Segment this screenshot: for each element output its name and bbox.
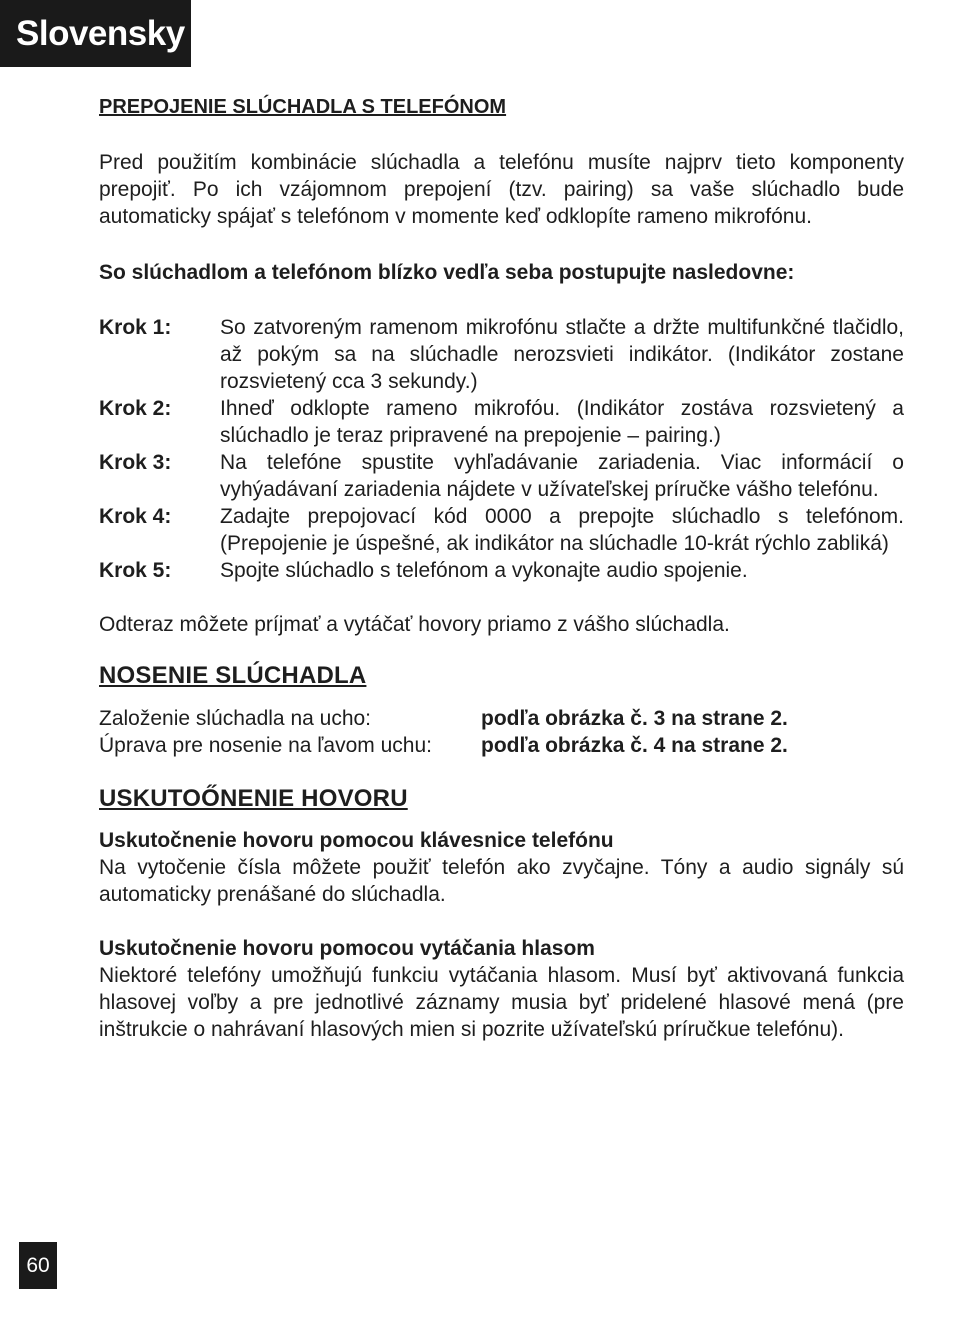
step-text: Zadajte prepojovací kód 0000 a prepojte slúchadlo s telefónom. (Prepojenie je úspešné, ak indikátor na slúchadle 10-krát rýchlo zabliká): [220, 505, 904, 555]
wearing-row: [99, 705, 904, 732]
pairing-outro: Odteraz môžete príjmať a vytáčať hovory priamo z vášho slúchadla.: [99, 613, 730, 636]
step-label: Krok 1:: [99, 316, 172, 339]
wearing-row: [99, 732, 904, 759]
step-label: Krok 5:: [99, 559, 172, 582]
step-text: Ihneď odklopte rameno mikrofóu. (Indikátor zostáva rozsvietený a slúchadlo je teraz pripravené na prepojenie – pairing.): [220, 397, 904, 447]
calling-sub2-title: Uskutočnenie hovoru pomocou vytáčania hlasom: [99, 937, 595, 960]
step-item: [99, 557, 904, 584]
wearing-table: [99, 705, 904, 759]
wearing-label: Založenie slúchadla na ucho:: [99, 707, 372, 730]
step-item: [99, 503, 904, 557]
step-text: Na telefóne spustite vyhľadávanie zariadenia. Viac informácií o vyhýadávaní zariadenia nájdete v užívateľskej príručke vášho telefónu.: [220, 451, 904, 501]
step-label: Krok 2:: [99, 397, 172, 420]
wearing-value: podľa obrázka č. 4 na strane 2.: [481, 734, 788, 757]
step-item: [99, 395, 904, 449]
step-item: [99, 314, 904, 395]
calling-sub2-text: Niektoré telefóny umožňujú funkciu vytáčania hlasom. Musí byť aktivovaná funkcia hlasovej voľby a pre jednotlivé záznamy musia byť pridelené hlasové mená (pre inštrukcie o nahrávaní hlasových mien si pozrite užívateľskú príručkue telefónu).: [99, 964, 904, 1041]
step-label: Krok 3:: [99, 451, 172, 474]
step-text: Spojte slúchadlo s telefónom a vykonajte audio spojenie.: [220, 559, 748, 582]
pairing-instruction: So slúchadlom a telefónom blízko vedľa seba postupujte nasledovne:: [99, 261, 795, 284]
section-heading-wearing: NOSENIE SLÚCHADLA: [99, 662, 367, 689]
language-tab: Slovensky: [0, 0, 191, 67]
step-label: Krok 4:: [99, 505, 172, 528]
steps-list: [99, 314, 904, 584]
wearing-label: Úprava pre nosenie na ľavom uchu:: [99, 734, 432, 757]
wearing-value: podľa obrázka č. 3 na strane 2.: [481, 707, 788, 730]
section-heading-calling: USKUTOŐNENIE HOVORU: [99, 785, 408, 812]
page-number: 60: [19, 1242, 57, 1289]
step-item: [99, 449, 904, 503]
calling-sub1-title: Uskutočnenie hovoru pomocou klávesnice telefónu: [99, 829, 614, 852]
step-text: So zatvoreným ramenom mikrofónu stlačte a držte multifunkčné tlačidlo, až pokým sa na slúchadle nerozsvieti indikátor. (Indikátor zostane rozsvietený cca 3 sekundy.): [220, 316, 904, 393]
page-content: [99, 94, 904, 1043]
section-heading-pairing: PREPOJENIE SLÚCHADLA S TELEFÓNOM: [99, 96, 507, 118]
calling-sub1-text: Na vytočenie čísla môžete použiť telefón ako zvyčajne. Tóny a audio signály sú automaticky prenášané do slúchadla.: [99, 856, 904, 906]
pairing-intro: Pred použitím kombinácie slúchadla a telefónu musíte najprv tieto komponenty prepojiť. Po ich vzájomnom prepojení (tzv. pairing) sa vaše slúchadlo bude automaticky spájať s telefónom v momente keď odklopíte rameno mikrofónu.: [99, 151, 904, 228]
